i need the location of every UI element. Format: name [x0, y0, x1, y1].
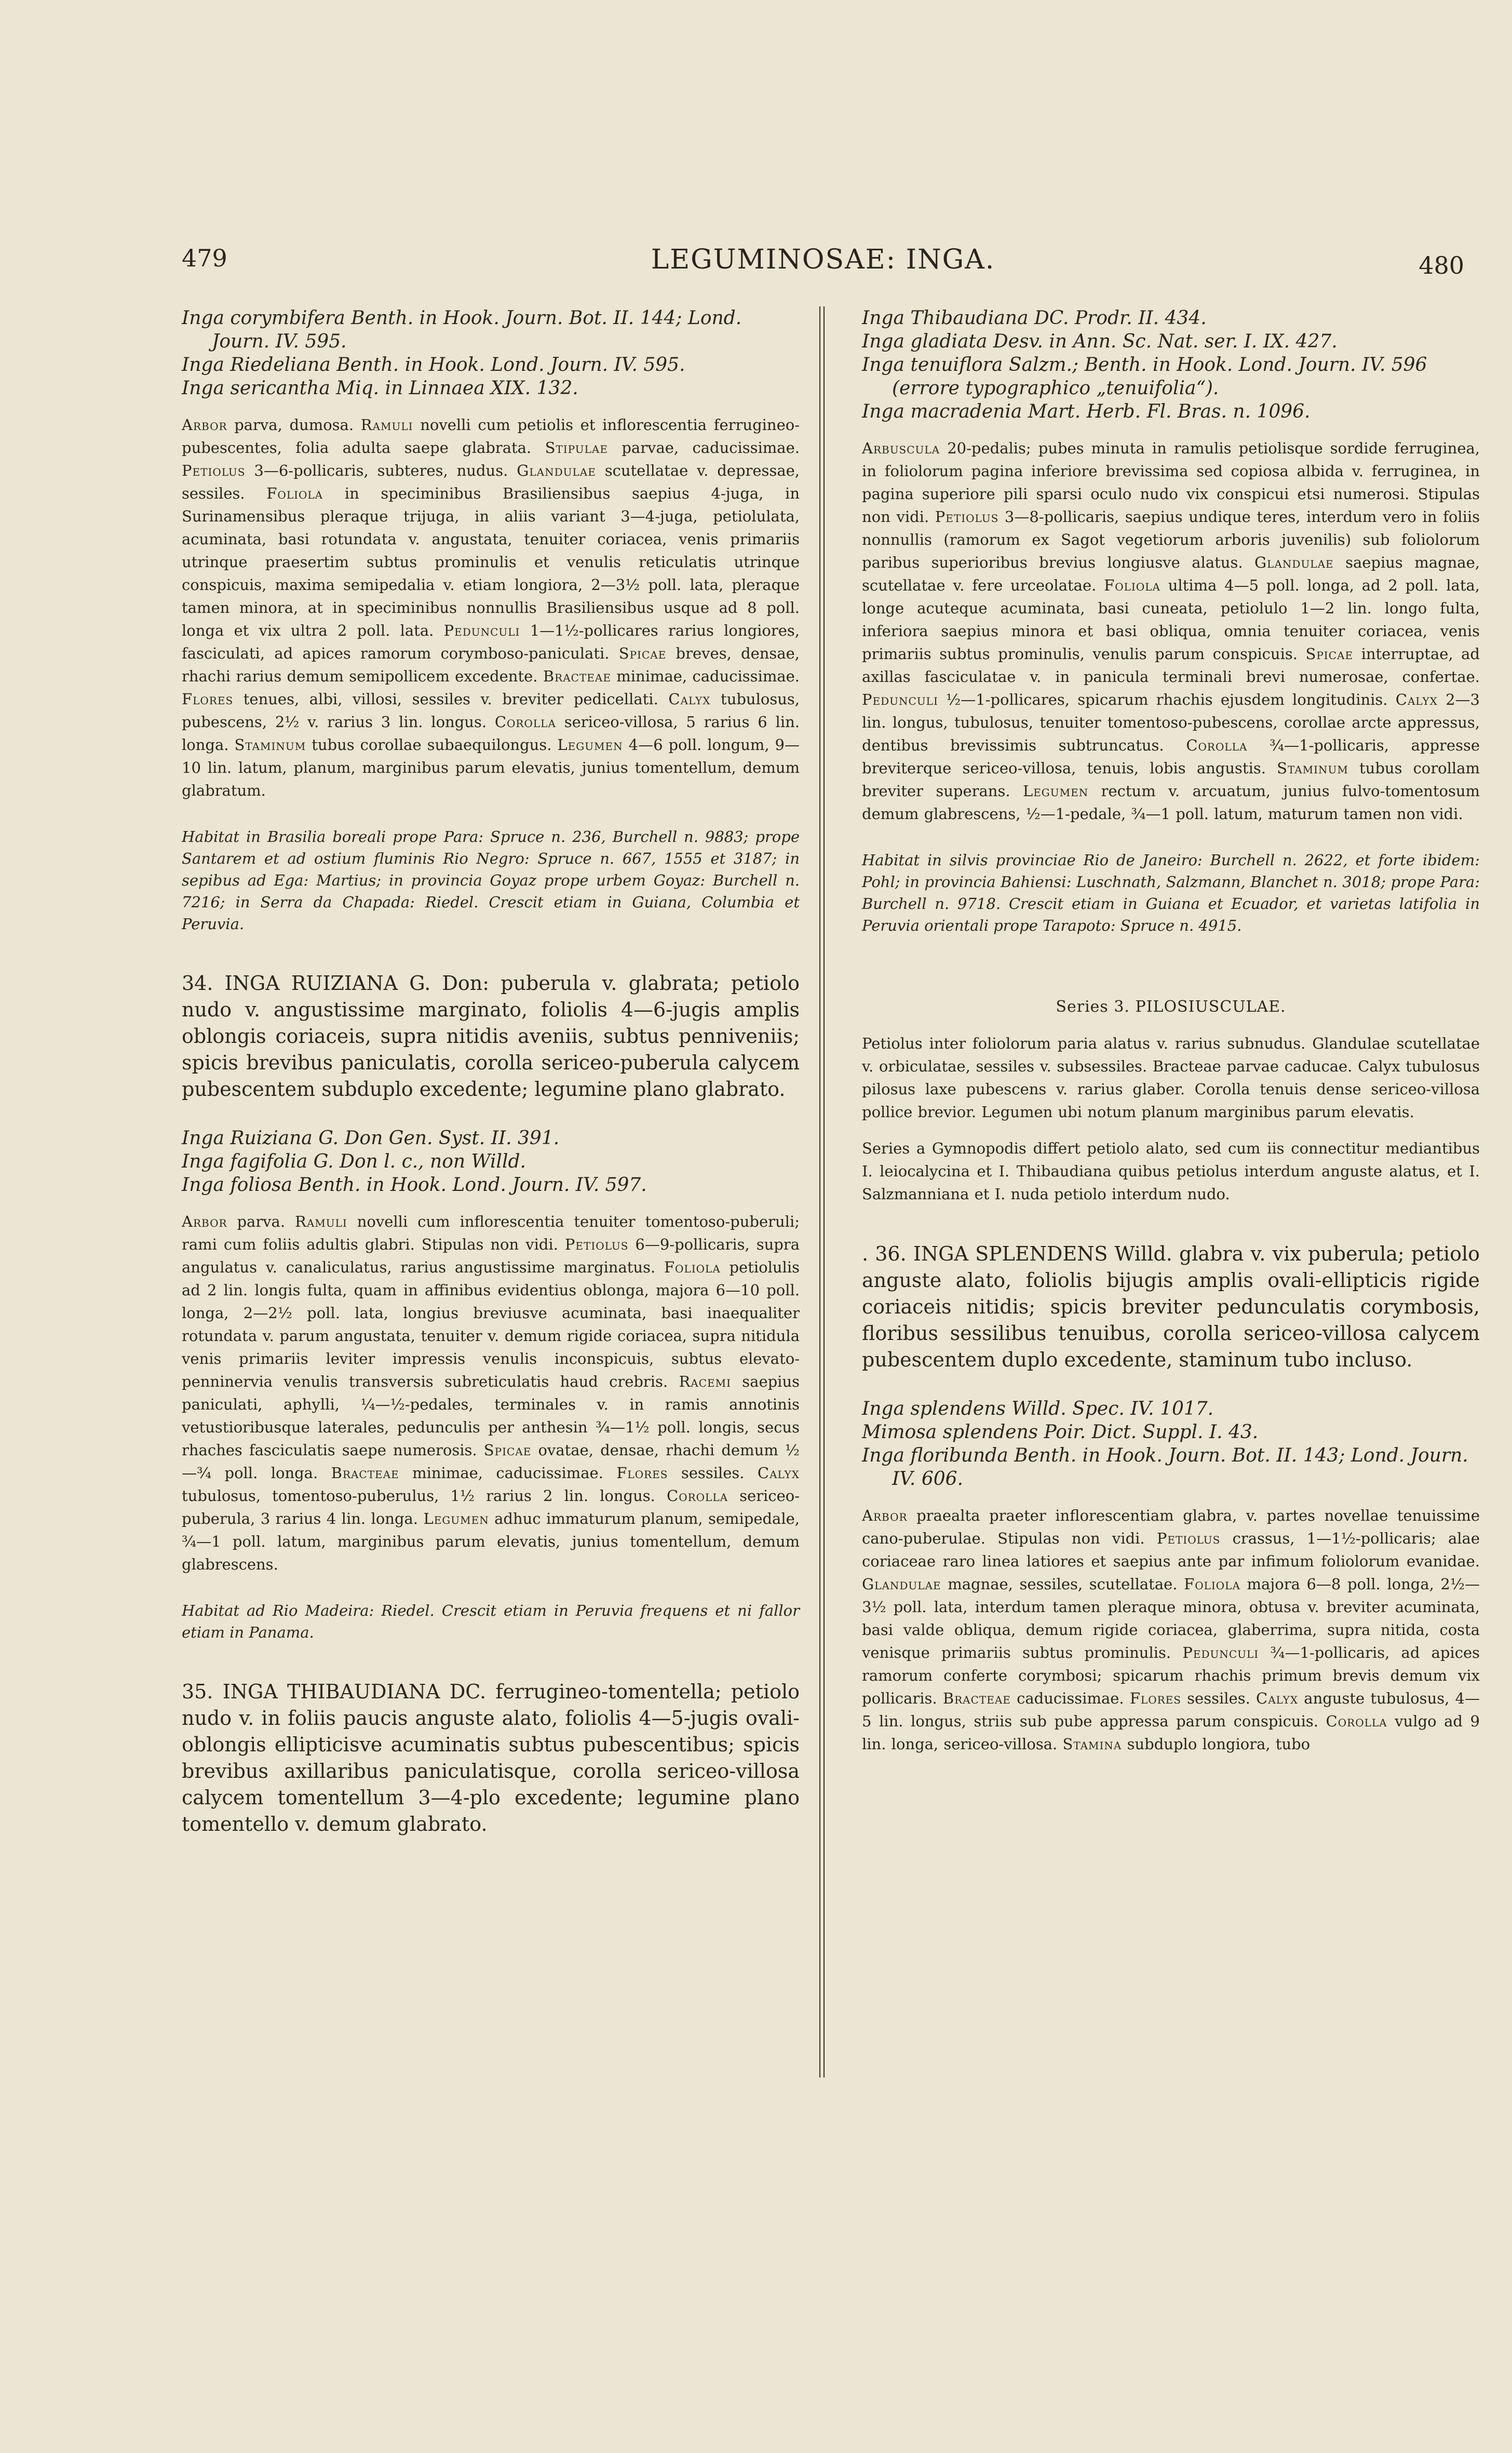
organ-term: Calyx	[1395, 691, 1438, 708]
organ-term: Ramuli	[360, 416, 413, 434]
organ-term: Spicae	[483, 1441, 532, 1459]
description-text: majora 6—8 poll. longa, 2½—3½ poll. lata, interdum tamen pleraque minora, obtusa v. breviter acuminata, basi valde obliqua, demum rigide coriacea, glaberrima, supra nitida, costa venisque primariis subtus prominulis.	[862, 1575, 1480, 1661]
description-text: parva.	[227, 1213, 295, 1230]
synonym-line: Inga corymbifera Benth. in Hook. Journ. Bot. II. 144; Lond. Journ. IV. 595.	[182, 307, 742, 352]
organ-term: Racemi	[679, 1373, 731, 1390]
description-text: in speciminibus Brasiliensibus saepius 4-juga, in Surinamensibus pleraque trijuga, in aliis variant 3—4-juga, petiolulata, acuminata, basi rotundata v. angustata, tenuiter coriacea, venis primariis utrinque praesertim subtus prominulis et venulis reticulatis utrinque conspicuis, maxima semipedalia v. etiam longiora, 2—3½ poll. lata, pleraque tamen minora, at in speciminibus nonnullis Brasiliensibus usque ad 8 poll. longa et vix ultra 2 poll. lata.	[182, 485, 800, 639]
description-text: subduplo longiora, tubo	[1122, 1735, 1311, 1753]
description-text: crassus, 1—1½-pollicaris; alae coriaceae raro lineа latiores et saepius ante par infimum foliolorum evanidae.	[862, 1530, 1480, 1570]
species-heading-34: 34. INGA RUIZIANA G. Don: puberula v. glabrata; petiolo nudo v. angustissime marginato, foliolis 4—6-jugis amplis oblongis coriaceis, supra nitidis aveniis, subtus penniveniis; spicis brevibus paniculatis, corolla sericeo-puberula calycem pubescentem subduplo excedente; legumine plano glabrato.	[182, 972, 800, 1101]
organ-term: Glandulae	[862, 1575, 941, 1593]
synonyms-thibaudiana	[862, 306, 1480, 423]
description-text: 20-pedalis; pubes minuta in ramulis petiolisque sordide ferruginea, in foliolorum pagina inferiore brevissima sed copiosa albida v. ferruginea, in pagina superiore pili sparsi oculo nudo vix conspicui etsi numerosi. Stipulas non vidi.	[862, 439, 1480, 526]
description-text: 6—9-pollicaris, supra angulatus v. canaliculatus, rarius angustissime marginatus.	[182, 1236, 800, 1276]
description-text: ½—1-pollicares, spicarum rhachis ejusdem longitudinis.	[938, 691, 1396, 708]
organ-term: Calyx	[1256, 1690, 1299, 1707]
description-text: sessiles.	[1181, 1690, 1256, 1707]
series-description: Petiolus inter foliolorum paria alatus v. rarius subnudus. Glandulae scutellatae v. orbiculatae, sessiles v. subsessiles. Bracteae parvae caducae. Calyx tubulosus pilosus laxe pubescens v. rarius glaber. Corolla tenuis dense sericeo-villosa pollice brevior. Legumen ubi notum planum marginibus parum elevatis.	[862, 1035, 1480, 1121]
organ-term: Petiolus	[1156, 1530, 1221, 1547]
description-text: 4—6 poll. longum, 9—10 lin. latum, planum, marginibus parum elevatis, junius tomentellum, demum glabratum.	[182, 736, 800, 799]
synonyms-splendens	[862, 1397, 1480, 1491]
organ-term: Glandulae	[517, 462, 596, 479]
description-text: tenues, albi, villosi, sessiles v. breviter pedicellati.	[233, 690, 669, 708]
organ-term: Ramuli	[295, 1213, 347, 1230]
synonym-line: Mimosa splendens Poir. Dict. Suppl. I. 43.	[862, 1422, 1259, 1443]
description-text: parvae, caducissimae.	[608, 439, 800, 457]
organ-term: Arbor	[182, 416, 227, 434]
synonym-line: Inga foliosa Benth. in Hook. Lond. Journ. IV. 597.	[182, 1174, 647, 1196]
organ-term: Bracteae	[331, 1464, 399, 1482]
organ-term: Glandulae	[1254, 554, 1334, 571]
organ-term: Corolla	[667, 1487, 728, 1505]
organ-term: Spicae	[618, 645, 667, 662]
description-text: ¾—1-pollicaris, ad apices ramorum conferte corymbosi; spicarum rhachis primum brevis demum vix pollicaris.	[862, 1644, 1480, 1707]
description-text: ¾—1-pollicaris, appresse breviterque sericeo-villosa, tenuis, lobis angustis.	[862, 736, 1480, 777]
description-text: caducissimae.	[1010, 1690, 1130, 1707]
description	[862, 437, 1480, 825]
organ-term: Flores	[616, 1464, 668, 1482]
series-title: Series 3. PILOSIUSCULAE.	[1056, 998, 1286, 1016]
organ-term: Petiolus	[182, 462, 246, 479]
description-text: ultima 4—5 poll. longa, ad 2 poll. lata, longe acuteque acuminata, basi cuneata, petiolulo 1—2 lin. longo fulta, inferiora saepius minora et basi obliqua, omnia tenuiter coriacea, venis primariis subtus prominulis, venulis parum conspicuis.	[862, 577, 1480, 663]
description-text: sericeo-puberula, 3 rarius 4 lin. longa.	[182, 1487, 800, 1527]
synonym-line: Inga splendens Willd. Spec. IV. 1017.	[862, 1398, 1214, 1419]
organ-term: Pedunculi	[443, 622, 520, 639]
synonym-line: Inga macradenia Mart. Herb. Fl. Bras. n. 1096.	[862, 401, 1311, 422]
synonyms-ruiziana	[182, 1127, 800, 1197]
organ-term: Corolla	[494, 713, 556, 731]
organ-term: Petiolus	[564, 1236, 629, 1253]
organ-term: Bracteae	[543, 667, 611, 685]
right-column	[862, 306, 1480, 1755]
synonym-line: Inga Ruiziana G. Don Gen. Syst. II. 391.	[182, 1128, 560, 1149]
organ-term: Legumen	[1022, 782, 1089, 800]
organ-term: Flores	[1129, 1690, 1181, 1707]
organ-term: Foliola	[1104, 577, 1160, 594]
organ-term: Calyx	[757, 1464, 800, 1482]
organ-term: Corolla	[1326, 1712, 1387, 1730]
series-note: Series a Gymnopodis differt petiolo alato, sed cum iis connectitur mediantibus I. leiocalycina et I. Thibaudiana quibus petiolus interdum anguste alatus, et I. Salzmanniana et I. nuda petiolo interdum nudo.	[862, 1140, 1480, 1203]
description-text: sessiles.	[668, 1464, 758, 1482]
synonym-line: Inga Thibaudiana DC. Prodr. II. 434.	[862, 307, 1207, 329]
species-heading-35: 35. INGA THIBAUDIANA DC. ferrugineo-tomentella; petiolo nudo v. in foliis paucis anguste alato, foliolis 4—5-jugis ovali-oblongis ellipticisve acuminatis subtus pubescentibus; spicis brevibus axillaribus paniculatisque, corolla sericeo-villosa calycem tomentellum 3—4-plo excedente; legumine plano tomentello v. demum glabrato.	[182, 1680, 800, 1835]
description-text: ovatae, densae, rhachi demum ½—¾ poll. longa.	[182, 1441, 800, 1482]
description-text: breves, densae, rhachi rarius demum semipollicem excedente.	[182, 645, 800, 685]
synonym-line: Inga Riedeliana Benth. in Hook. Lond. Journ. IV. 595.	[182, 354, 685, 376]
organ-term: Stipulae	[545, 439, 608, 457]
description-text: scutellatae v. depressae, sessiles.	[182, 462, 800, 502]
organ-term: Pedunculi	[862, 691, 938, 708]
description-text: 1—1½-pollicares rarius longiores, fasciculati, ad apices ramorum corymboso-paniculati.	[182, 622, 800, 662]
habitat: Habitat in silvis provinciae Rio de Janeiro: Burchell n. 2622, et forte ibidem: Pohl; in provincia Bahiensi: Luschnath, Salzmann, Blanchet n. 3018; prope Para: Burchell n. 9718. Crescit etiam in Guiana et Ecuador, et varietas latifolia in Peruvia orientali prope Tarapoto: Spruce n. 4915.	[862, 851, 1480, 934]
description-text: tubulosus, pubescens, 2½ v. rarius 3 lin. longus.	[182, 690, 800, 731]
running-title: LEGUMINOSAE: INGA.	[651, 244, 995, 275]
description	[182, 413, 800, 802]
column-divider	[819, 306, 825, 2077]
synonym-line: Inga sericantha Miq. in Linnaea XIX. 132.	[182, 378, 578, 399]
organ-term: Bracteae	[942, 1690, 1011, 1707]
organ-term: Legumen	[557, 736, 623, 754]
description-text: tubus corollam breviter superans.	[862, 759, 1480, 800]
description-text: magnae, sessiles, scutellatae.	[941, 1575, 1184, 1593]
synonym-line: Inga gladiata Desv. in Ann. Sc. Nat. ser. I. IX. 427.	[862, 331, 1338, 352]
description-text: praealta praeter inflorescentiam glabra, v. partes novellae tenuissime cano-puberulae. Stipulas non vidi.	[862, 1507, 1480, 1547]
organ-term: Corolla	[1186, 736, 1248, 754]
species-heading-36: . 36. INGA SPLENDENS Willd. glabra v. vix puberula; petiolo anguste alato, foliolis bijugis amplis ovali-ellipticis rigide coriaceis nitidis; spicis breviter pedunculatis corymbosis, floribus sessilibus tenuibus, corolla sericeo-villosa calycem pubescentem duplo excedente, staminum tubo incluso.	[862, 1242, 1480, 1371]
synonyms-corymbifera	[182, 306, 800, 400]
description	[182, 1210, 800, 1576]
description-text: 3—6-pollicaris, subteres, nudus.	[245, 462, 517, 479]
description-text: minimae, caducissimae.	[611, 667, 800, 685]
description-text: tubulosus, tomentoso-puberulus, 1½ rarius 2 lin. longus.	[182, 1487, 667, 1505]
description-text: 3—8-pollicaris, saepius undique teres, interdum vero in foliis nonnullis (ramorum ex Sagot vegetiorum arboris juvenilis) sub foliolorum paribus superioribus brevius longiusve alatus.	[862, 508, 1480, 571]
description-text: sericeo-villosa, 5 rarius 6 lin. longa.	[182, 713, 800, 754]
left-column	[182, 306, 800, 1838]
organ-term: Calyx	[668, 690, 711, 708]
description-text: tubus corollae subaequilongus.	[306, 736, 558, 754]
organ-term: Stamina	[1062, 1735, 1122, 1753]
organ-term: Legumen	[423, 1510, 489, 1527]
organ-term: Petiolus	[935, 508, 999, 526]
page-number-right: 480	[1419, 251, 1464, 279]
organ-term: Pedunculi	[1182, 1644, 1259, 1661]
description-text: petiolulis ad 2 lin. longis fulta, quam in affinibus evidentius oblonga, majora 6—10 poll. longa, 2—2½ poll. lata, longius breviusve acuminata, basi inaequaliter rotundata v. parum angustata, tenuiter v. demum rigide coriacea, supra nitidula venis primariis leviter impressis venulis inconspicuis, subtus elevato-penninervia venulis transversis subreticulatis haud crebris.	[182, 1258, 800, 1390]
description-text: novelli cum petiolis et inflorescentia ferrugineo-pubescentes, folia adulta saepe glabrata.	[182, 416, 800, 457]
synonym-line: Inga floribunda Benth. in Hook. Journ. Bot. II. 143; Lond. Journ. IV. 606.	[862, 1445, 1468, 1490]
page-header	[182, 244, 1464, 280]
organ-term: Arbuscula	[862, 439, 940, 457]
description-text: anguste tubulosus, 4—5 lin. longus, striis sub pube appressa parum conspicuis.	[862, 1690, 1480, 1730]
description-text: vulgo ad 9 lin. longa, sericeo-villosa.	[862, 1712, 1480, 1753]
description-text: interruptae, ad axillas fasciculatae v. in panicula terminali brevi numerosae, confertae.	[862, 645, 1480, 686]
organ-term: Staminum	[234, 736, 306, 754]
habitat: Habitat in Brasilia boreali prope Para: Spruce n. 236, Burchell n. 9883; prope Santarem et ad ostium fluminis Rio Negro: Spruce n. 667, 1555 et 3187; in sepibus ad Ega: Martius; in provincia Goyaz prope urbem Goyaz: Burchell n. 7216; in Serra da Chapada: Riedel. Crescit etiam in Guiana, Columbia et Peruvia.	[182, 828, 800, 933]
description-text: rectum v. arcuatum, junius fulvo-tomentosum demum glabrescens, ½—1-pedale, ¾—1 poll. latum, maturum tamen non vidi.	[862, 782, 1480, 823]
organ-term: Spicae	[1305, 645, 1354, 663]
habitat: Habitat ad Rio Madeira: Riedel. Crescit etiam in Peruvia frequens et ni fallor etiam in Panama.	[182, 1602, 800, 1641]
synonym-line: Inga fagifolia G. Don l. c., non Willd.	[182, 1151, 526, 1172]
description-text: minimae, caducissimae.	[399, 1464, 617, 1482]
organ-term: Foliola	[664, 1258, 721, 1276]
description-text: parva, dumosa.	[227, 416, 361, 434]
description	[862, 1504, 1480, 1755]
organ-term: Foliola	[1184, 1575, 1240, 1593]
description-text: saepius magnae, scutellatae v. fere urceolatae.	[862, 554, 1480, 594]
description-text: 2—3 lin. longus, tubulosus, tenuiter tomentoso-pubescens, corollae arcte appressus, dentibus brevissimis subtruncatus.	[862, 691, 1480, 754]
description-text: saepius paniculati, aphylli, ¼—½-pedales, terminales v. in ramis annotinis vetustioribusque laterales, pedunculis per anthesin ¾—1½ poll. longis, secus rhaches fasciculatis saepe numerosis.	[182, 1373, 800, 1459]
synonym-line: Inga tenuiflora Salzm.; Benth. in Hook. Lond. Journ. IV. 596 (errore typographico „tenuifolia“).	[862, 354, 1427, 399]
organ-term: Staminum	[1277, 759, 1348, 777]
description-text: novelli cum inflorescentia tenuiter tomentoso-puberuli; rami cum foliis adultis glabri. Stipulas non vidi.	[182, 1213, 800, 1253]
description-text: adhuc immaturum planum, semipedale, ¾—1 poll. latum, marginibus parum elevatis, junius tomentellum, demum glabrescens.	[182, 1510, 800, 1573]
page-number-left: 479	[182, 244, 227, 272]
organ-term: Arbor	[862, 1507, 908, 1524]
organ-term: Flores	[182, 690, 234, 708]
organ-term: Foliola	[266, 485, 323, 502]
organ-term: Arbor	[182, 1213, 227, 1230]
